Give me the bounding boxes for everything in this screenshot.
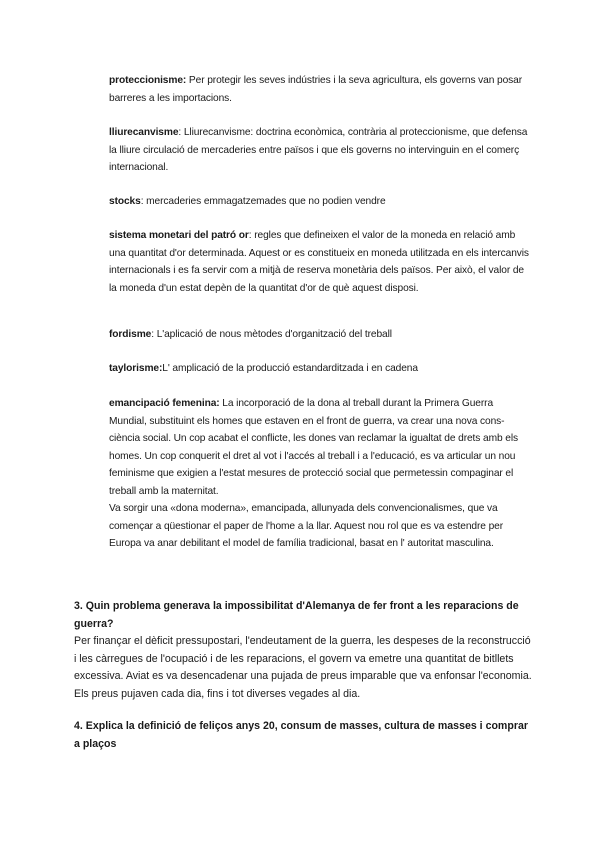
definition-text: Per protegir les seves indústries i la seva agricultura, els governs van posar barreres a les importacions. (109, 75, 523, 104)
question-title: 4. Explica la definició de feliços anys 20, consum de masses, cultura de masses i comprar a plaços (74, 720, 528, 750)
question-title: 3. Quin problema generava la impossibilitat d'Alemanya de fer front a les reparacions de guerra? (74, 600, 519, 630)
definition-term: sistema monetari del patró or (109, 230, 249, 241)
question-answer: Per finançar el dèficit pressupostari, l'endeutament de la guerra, les despeses de la reconstrucció i les càrregues de l'ocupació i de les reparacions, el govern va emetre una quantitat de bitllets excessiva. Aviat es va desencadenar una pujada de preus imparable que va enfonsar l'economia. Els preus pujaven cada dia, fins i tot diverses vegades al dia. (74, 635, 532, 700)
question-4 (74, 718, 534, 753)
definition-term: taylorisme: (109, 363, 163, 374)
definition-text: : Lliurecanvisme: doctrina econòmica, contrària al proteccionisme, que defensa la lliure circulació de mercaderies entre països i que els governs no intervinguin en el comerç internacional. (109, 127, 528, 173)
definition-patro-or (109, 227, 529, 297)
definition-emancipacio-femenina (109, 395, 529, 553)
definition-text: : mercaderies emmagatzemades que no podien vendre (140, 196, 386, 207)
definition-extra-paragraph: Va sorgir una «dona moderna», emancipada, allunyada dels convencionalismes, que va començar a qüestionar el paper de l'home a la llar. Aquest nou rol que es va estendre per Europa va anar debilitant el model de família tradicional, basat en l' autoritat masculina. (109, 503, 504, 549)
definition-term: emancipació femenina: (109, 398, 220, 409)
definition-text: L' amplicació de la producció estandarditzada i en cadena (162, 363, 418, 374)
definition-term: fordisme (109, 329, 152, 340)
definition-stocks (109, 193, 529, 211)
definition-fordisme (109, 326, 529, 344)
definition-text: : L'aplicació de nous mètodes d'organització del treball (151, 329, 392, 340)
definition-term: stocks (109, 196, 141, 207)
definition-taylorisme (109, 360, 529, 378)
definition-text: : regles que defineixen el valor de la moneda en relació amb una quantitat d'or determinada. Aquest or es constitueix en moneda utilitzada en els intercanvis internacionals i es fa servir com a mitjà de reserva monetària dels països. Per això, el valor de la moneda d'un estat depèn de la quantitat d'or de què aquest disposi. (109, 230, 529, 294)
definition-text: La incorporació de la dona al treball durant la Primera Guerra Mundial, substituint els homes que estaven en el front de guerra, va crear una nova cons-ciència social. Un cop acabat el conflicte, les dones van reclamar la igualtat de drets amb els homes. Un cop conquerit el dret al vot i l'accés al treball i a l'educació, es va articular un nou feminisme que exigien a l'estat mesures de protecció social que permetessin compaginar el treball amb la maternitat. (109, 398, 518, 497)
definition-term: proteccionisme: (109, 75, 187, 86)
definition-term: lliurecanvisme (109, 127, 179, 138)
definition-lliurecanvisme (109, 124, 529, 177)
question-3 (74, 598, 534, 703)
definition-proteccionisme (109, 72, 529, 107)
